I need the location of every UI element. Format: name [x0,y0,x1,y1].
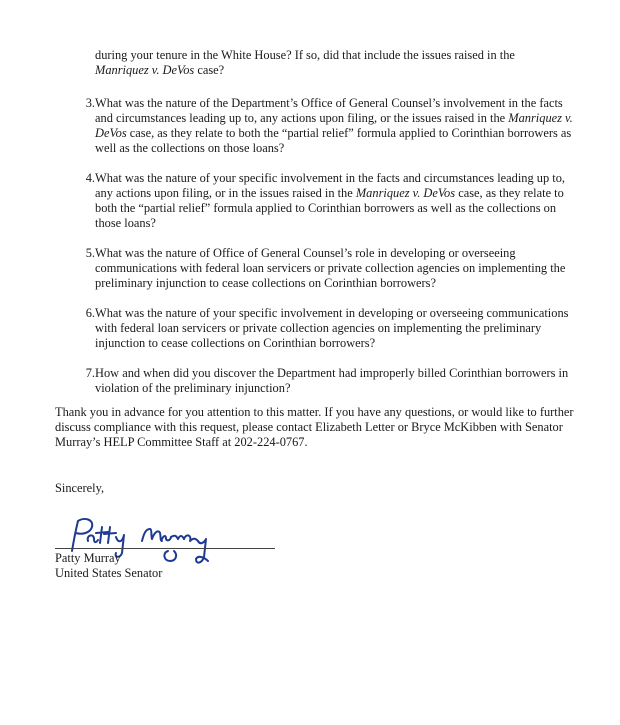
valediction: Sincerely, [55,481,105,495]
signer-title: United States Senator [55,566,163,580]
list-item [55,171,575,231]
question-text-part: What was the nature of the Department’s Office of General Counsel’s involvement in the facts and circumstances leading up to, any actions upon filing, or the issues raised in the [95,96,563,125]
question-text [95,171,575,231]
case-name: Manriquez v. DeVos [95,111,573,140]
continuation-tail: case? [194,63,225,77]
signer-name: Patty Murray [55,551,121,565]
list-item [55,306,575,351]
list-item [55,246,575,291]
closing-paragraph: Thank you in advance for you attention to this matter. If you have any questions, or would like to further discuss compliance with this request, please contact Elizabeth Letter or Bryce McKibben with Senator Murray’s HELP Committee Staff at 202-224-0767. [55,405,574,449]
question-text [95,96,575,156]
list-item [55,96,575,156]
question-text-part: What was the nature of your specific involvement in the facts and circumstances leading up to, any actions upon filing, or in the issues raised in the [95,171,565,200]
question-number: 5. [85,246,95,260]
question-text [95,366,575,396]
question-2-continuation [95,48,565,78]
question-number: 6. [85,306,95,320]
question-list [55,96,575,411]
question-text [95,246,575,291]
case-name: Manriquez v. DeVos [355,186,456,200]
question-text-part: How and when did you discover the Department had improperly billed Corinthian borrowers in violation of the preliminary injunction? [95,366,569,395]
case-name: Manriquez v. DeVos [95,63,195,77]
signature-line [55,548,275,549]
list-item [55,366,575,396]
question-text-part: case, as they relate to both the “partial relief” formula applied to Corinthian borrowers as well as the collections on those loans? [95,186,564,230]
question-number: 3. [85,96,95,110]
question-text-part: What was the nature of your specific involvement in developing or overseeing communications with federal loan servicers or private collection agencies on implementing the preliminary injunction to cease collections on Corinthian borrowers? [95,306,569,350]
question-text-part: What was the nature of Office of General Counsel’s role in developing or overseeing communications with federal loan servicers or private collection agencies on implementing the preliminary injunction to cease collections on Corinthian borrowers? [95,246,566,290]
question-number: 7. [85,366,95,380]
question-number: 4. [85,171,95,185]
question-text-part: case, as they relate to both the “partial relief” formula applied to Corinthian borrowers as well as the collections on those loans? [95,126,572,155]
continuation-text: during your tenure in the White House? If so, did that include the issues raised in the [95,48,515,62]
question-text [95,306,575,351]
